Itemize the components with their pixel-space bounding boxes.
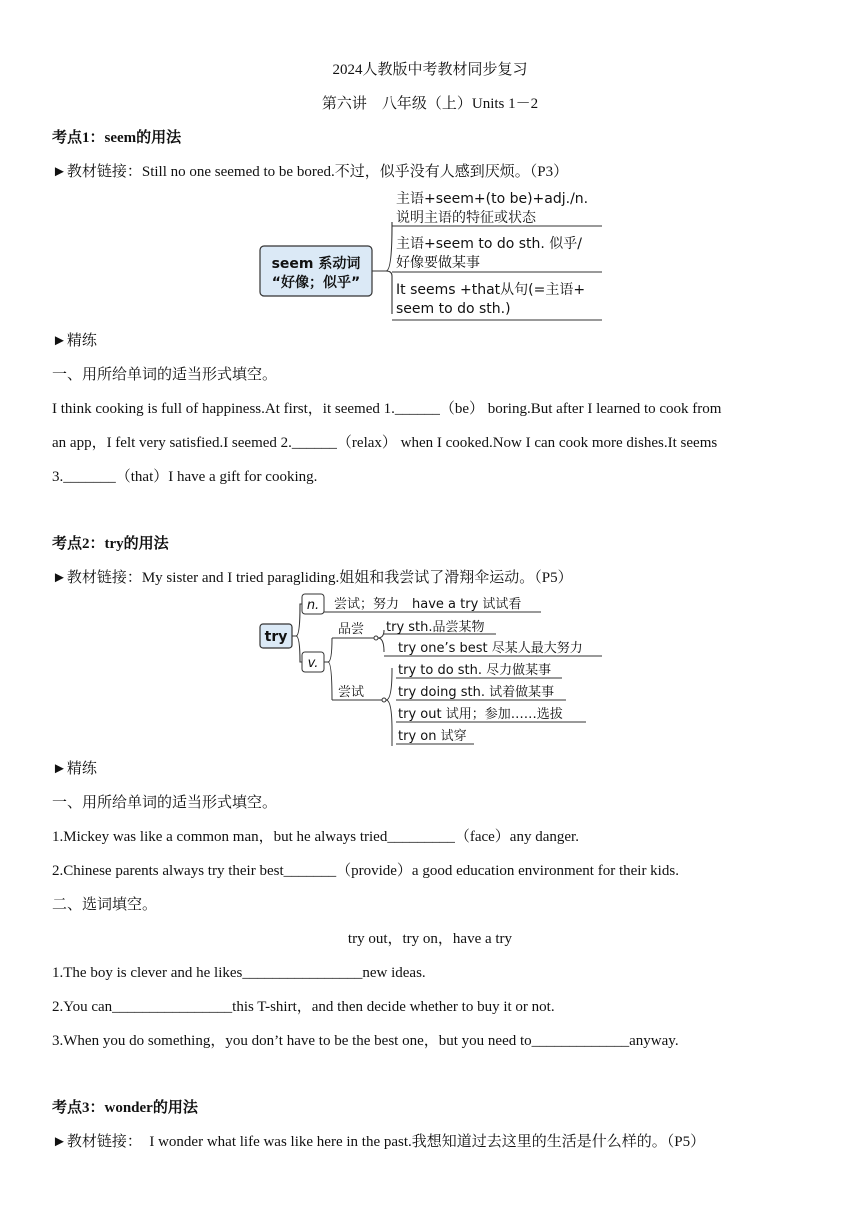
try-noun-label: n. — [306, 598, 320, 613]
section2-exercise1-title: 一、用所给单词的适当形式填空。 — [52, 795, 278, 811]
section2-practice-label: ►精练 — [52, 761, 97, 777]
try-verb-label: v. — [307, 656, 319, 671]
seem-branch1-line2: 说明主语的特征或状态 — [396, 210, 536, 226]
section1-paragraph-line-1: I think cooking is full of happiness.At first，it seemed 1.______（be） boring.But after I learned to cook from — [52, 401, 722, 417]
seem-branch3-line2: seem to do sth.) — [396, 301, 511, 317]
try-noun-text: 尝试；努力 have a try 试试看 — [334, 597, 522, 612]
try-pinchang-label: 品尝 — [338, 622, 365, 637]
seem-root-label-1: seem 系动词 — [271, 256, 361, 272]
try-pinchang-item-2: try one’s best 尽某人最大努力 — [398, 641, 583, 656]
section3-textbook-link: ►教材链接： I wonder what life was like here in the past.我想知道过去这里的生活是什么样的。（P5） — [52, 1134, 706, 1150]
section1-textbook-link: ►教材链接：Still no one seemed to be bored.不过，似乎没有人感到厌烦。（P3） — [52, 164, 569, 180]
seem-branch1-line1: 主语+seem+(to be)+adj./n. — [396, 191, 589, 207]
seem-branch2-line1: 主语+seem to do sth. 似乎/ — [396, 236, 583, 252]
section1-heading: 考点1：seem的用法 — [52, 130, 182, 146]
try-pinchang-item-1: try sth.品尝某物 — [386, 620, 485, 635]
seem-root-label-2: “好像；似乎” — [271, 275, 361, 291]
section2-exercise1-question-2: 2.Chinese parents always try their best_______（provide）a good education environment for their kids. — [52, 863, 679, 879]
section2-exercise2-question-3: 3.When you do something，you don’t have to be the best one，but you need to_____________anyway. — [52, 1033, 679, 1049]
try-mindmap — [256, 590, 606, 750]
seem-branch2-line2: 好像要做某事 — [396, 255, 480, 271]
section2-exercise2-question-1: 1.The boy is clever and he likes________________new ideas. — [52, 965, 426, 981]
section1-practice-label: ►精练 — [52, 333, 97, 349]
document-subtitle: 第六讲 八年级（上）Units 1－2 — [321, 96, 539, 112]
try-changshi-item-3: try out 试用；参加……选拔 — [398, 707, 563, 722]
section2-exercise1-question-1: 1.Mickey was like a common man，but he always tried_________（face）any danger. — [52, 829, 579, 845]
try-changshi-item-4: try on 试穿 — [398, 729, 467, 744]
section1-paragraph-line-2: an app，I felt very satisfied.I seemed 2.______（relax） when I cooked.Now I can cook more dishes.It seems — [52, 435, 718, 451]
section2-heading: 考点2：try的用法 — [52, 536, 169, 552]
try-changshi-item-2: try doing sth. 试着做某事 — [398, 685, 555, 700]
document-title: 2024人教版中考教材同步复习 — [332, 62, 528, 78]
section2-exercise2-options: try out，try on，have a try — [347, 931, 513, 947]
section2-textbook-link: ►教材链接：My sister and I tried paragliding.姐姐和我尝试了滑翔伞运动。（P5） — [52, 570, 573, 586]
try-changshi-item-1: try to do sth. 尽力做某事 — [398, 663, 552, 678]
try-root-label: try — [264, 629, 288, 645]
section1-exercise-title: 一、用所给单词的适当形式填空。 — [52, 367, 278, 383]
section2-exercise2-question-2: 2.You can________________this T-shirt，and then decide whether to buy it or not. — [52, 999, 555, 1015]
seem-branch3-line1: It seems +that从句(=主语+ — [396, 282, 586, 298]
section3-heading: 考点3：wonder的用法 — [52, 1100, 198, 1116]
section1-paragraph-line-3: 3._______（that）I have a gift for cooking. — [52, 469, 318, 485]
try-changshi-label: 尝试 — [338, 685, 365, 700]
seem-mindmap — [256, 186, 606, 324]
section2-exercise2-title: 二、选词填空。 — [52, 897, 158, 913]
